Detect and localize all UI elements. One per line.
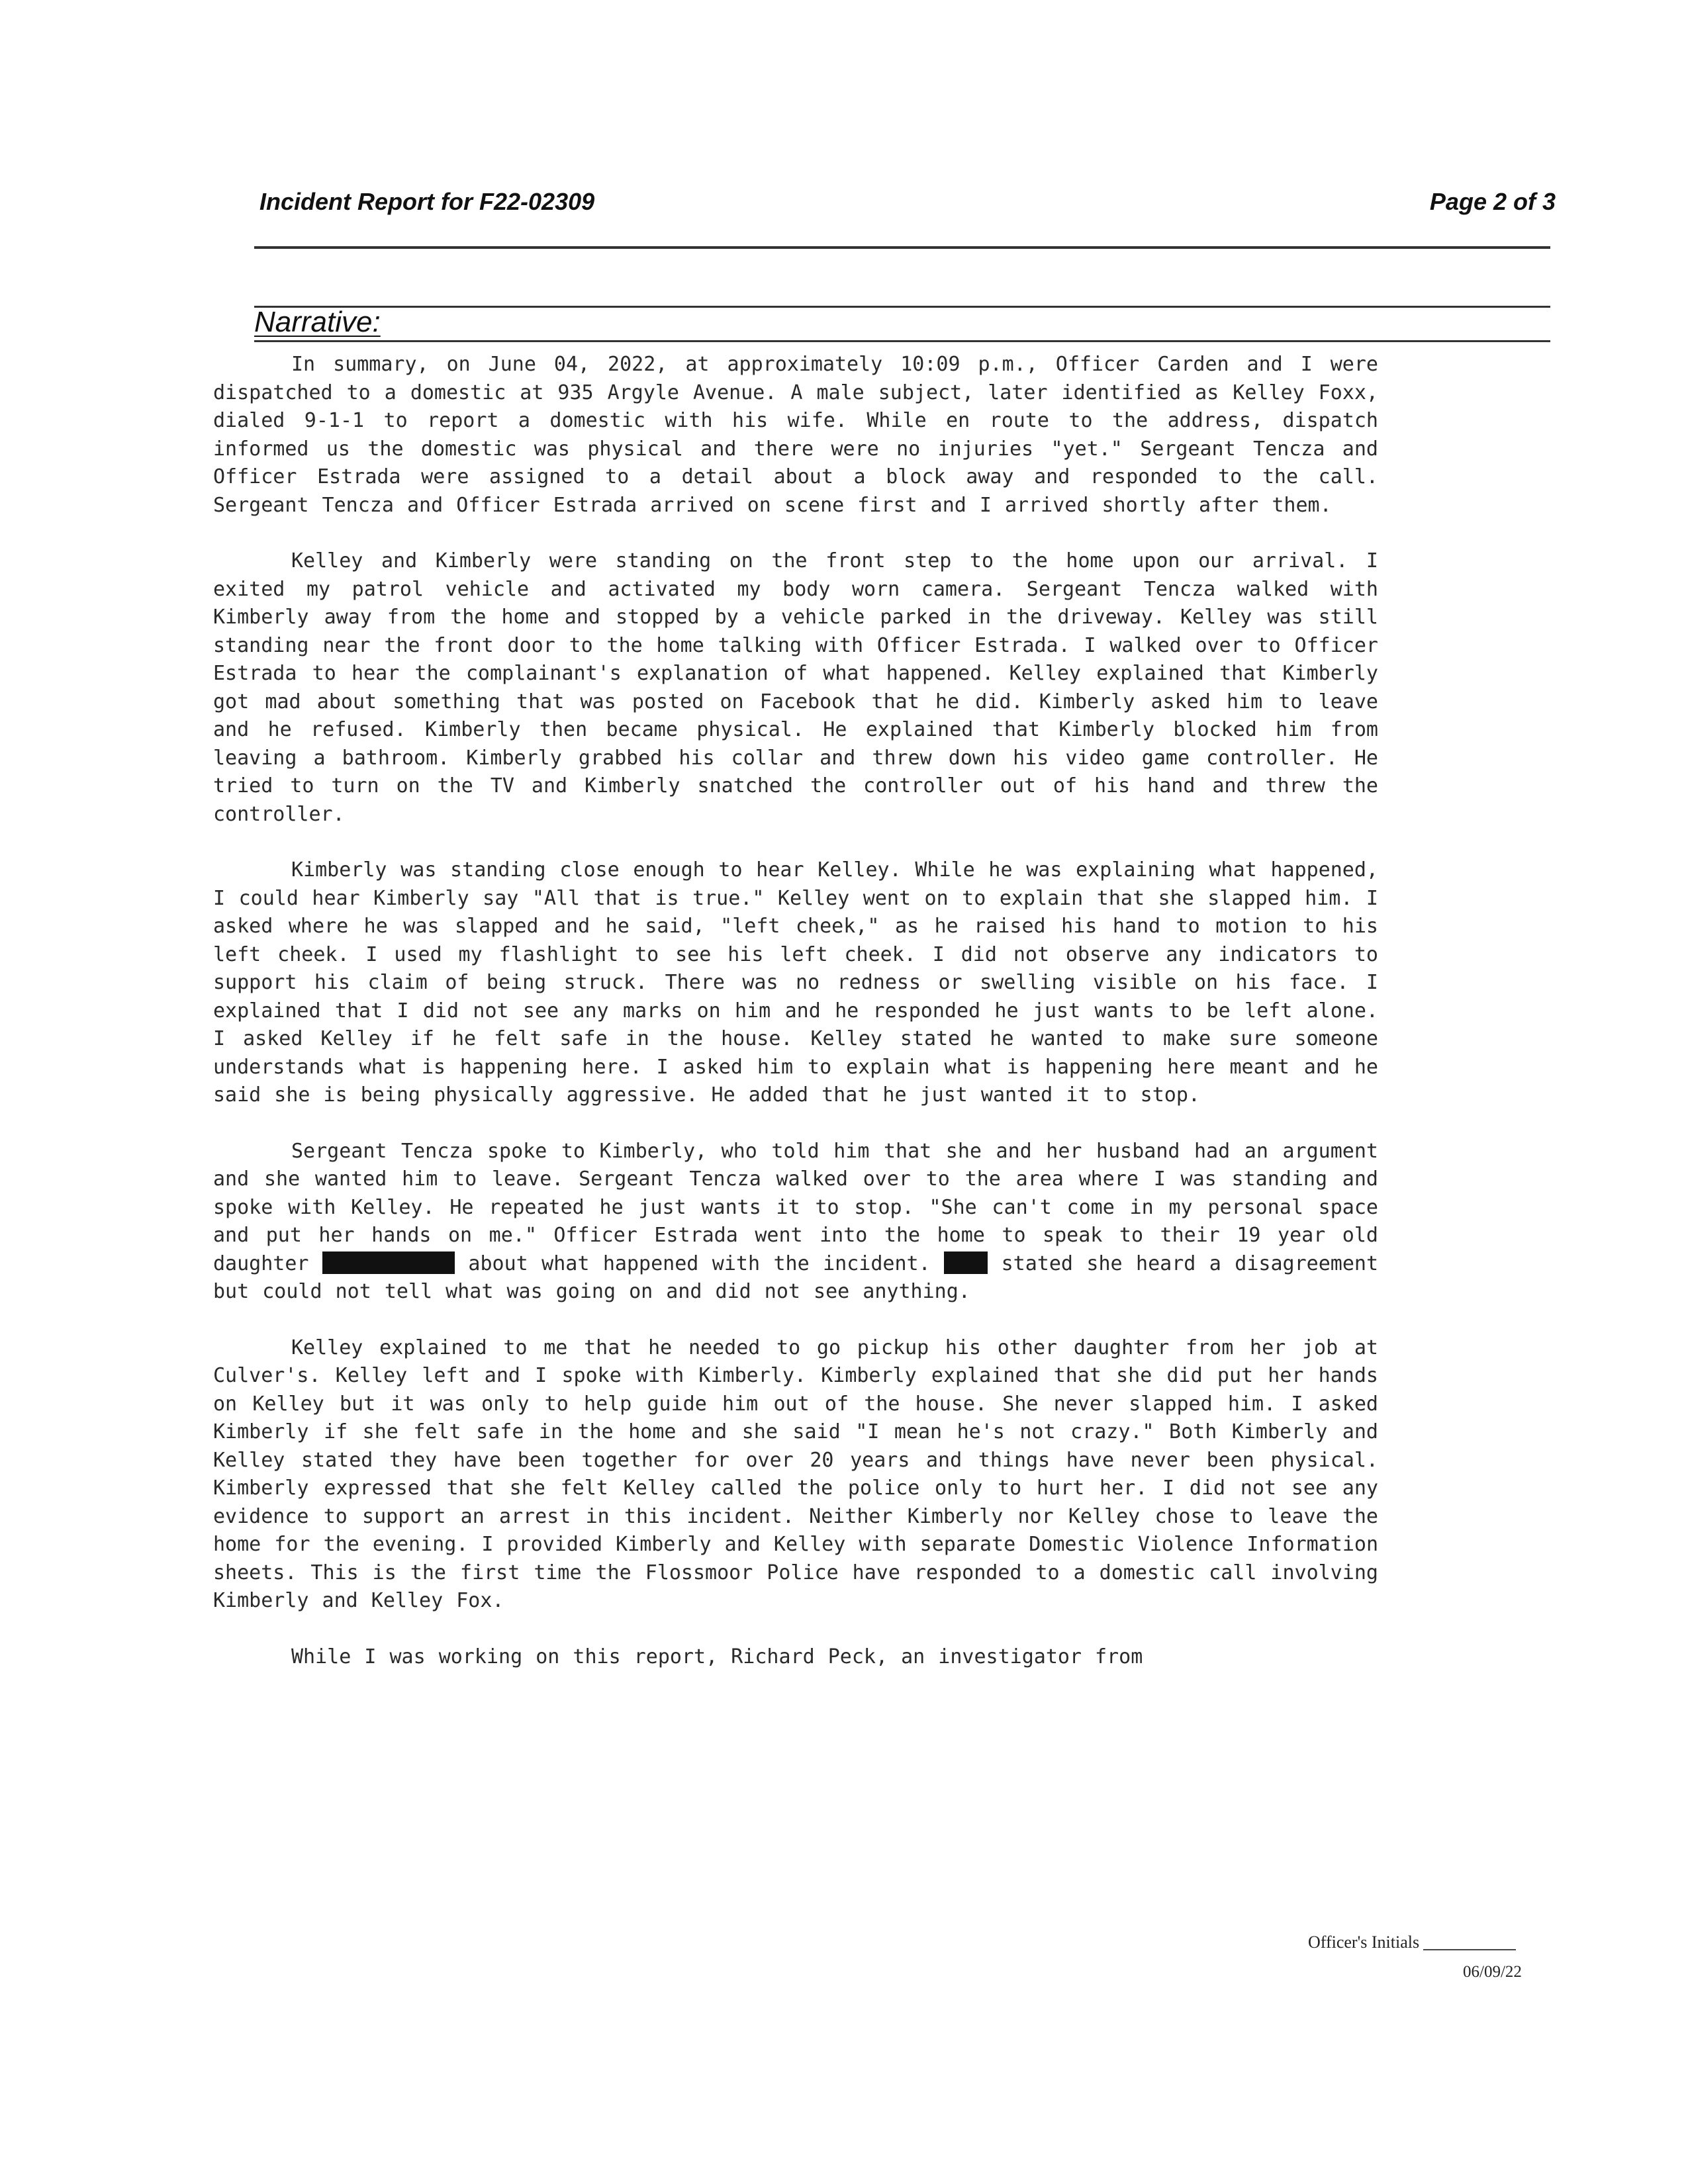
narrative-paragraph-6: While I was working on this report, Richard Peck, an investigator from — [291, 1645, 1143, 1668]
narrative-paragraph-1: In summary, on June 04, 2022, at approximately 10:09 p.m., Officer Carden and I were dispatched to a domestic at 935 Argyle Avenue. A male subject, later identified as Kelley Foxx, dialed 9-1-1 to report a domestic with his wife. While en route to the address, dispatch informed us the domestic was physical and there were no injuries "yet." Sergeant Tencza and Officer Estrada were assigned to a detail about a block away and responded to the call. Sergeant Tencza and Officer Estrada arrived on scene first and I arrived shortly after them. — [213, 353, 1378, 517]
officer-initials — [1308, 1933, 1516, 1952]
narrative-paragraph-4-part-b: about what happened with the incident. — [468, 1251, 931, 1275]
narrative-paragraph-5: Kelley explained to me that he needed to go pickup his other daughter from her job at Culver's. Kelley left and I spoke with Kimberly. Kimberly explained that she did put her hands on Kelley but it was only to help guide him out of the house. She never slapped him. I asked Kimberly if she felt safe in the home and she said "I mean he's not crazy." Both Kimberly and Kelley stated they have been together for over 20 years and things have never been physical. Kimberly expressed that she felt Kelley called the police only to hurt her. I did not see any evidence to support an arrest in this incident. Neither Kimberly nor Kelley chose to leave the home for the evening. I provided Kimberly and Kelley with separate Domestic Violence Information sheets. This is the first time the Flossmoor Police have responded to a domestic call involving Kimberly and Kelley Fox. — [213, 1336, 1378, 1612]
narrative-body — [213, 351, 1378, 1671]
redaction-bar — [322, 1251, 455, 1274]
report-date: 06/09/22 — [1463, 1963, 1522, 1981]
narrative-paragraph-4 — [213, 1138, 1378, 1306]
narrative-paragraph-3: Kimberly was standing close enough to hear Kelley. While he was explaining what happened, I could hear Kimberly say "All that is true." Kelley went on to explain that she slapped him. I asked where he was slapped and he said, "left cheek," as he raised his hand to motion to his left cheek. I used my flashlight to see his left cheek. I did not observe any indicators to support his claim of being struck. There was no redness or swelling visible on his face. I explained that I did not see any marks on him and he responded he just wants to be left alone. I asked Kelley if he felt safe in the house. Kelley stated he wanted to make sure someone understands what is happening here. I asked him to explain what is happening here meant and he said she is being physically aggressive. He added that he just wanted it to stop. — [213, 858, 1378, 1107]
officer-initials-label: Officer's Initials — [1308, 1933, 1420, 1952]
narrative-paragraph-4-part-c: stated she heard a disagreement but could not tell what was going on and did not see anything. — [213, 1251, 1379, 1303]
page-number: Page 2 of 3 — [1429, 188, 1556, 215]
redaction-bar — [944, 1251, 988, 1274]
narrative-paragraph-4-part-a: Sergeant Tencza spoke to Kimberly, who told him that she and her husband had an argument and she wanted him to leave. Sergeant Tencza walked over to the area where I was standing and spoke with Kelley. He repeated he just wants it to stop. "She can't come in my personal space and put her hands on me." Officer Estrada went into the home to speak to their 19 year old daughter — [213, 1139, 1378, 1275]
narrative-top-divider — [254, 306, 1550, 308]
officer-initials-line — [1423, 1949, 1516, 1950]
narrative-bottom-divider — [254, 340, 1550, 342]
report-title: Incident Report for F22-02309 — [259, 188, 595, 215]
header-divider — [254, 246, 1550, 249]
narrative-paragraph-2: Kelley and Kimberly were standing on the front step to the home upon our arrival. I exited my patrol vehicle and activated my body worn camera. Sergeant Tencza walked with Kimberly away from the home and stopped by a vehicle parked in the driveway. Kelley was still standing near the front door to the home talking with Officer Estrada. I walked over to Officer Estrada to hear the complainant's explanation of what happened. Kelley explained that Kimberly got mad about something that was posted on Facebook that he did. Kimberly asked him to leave and he refused. Kimberly then became physical. He explained that Kimberly blocked him from leaving a bathroom. Kimberly grabbed his collar and threw down his video game controller. He tried to turn on the TV and Kimberly snatched the controller out of his hand and threw the controller. — [213, 549, 1378, 826]
narrative-heading: Narrative: — [254, 306, 381, 338]
